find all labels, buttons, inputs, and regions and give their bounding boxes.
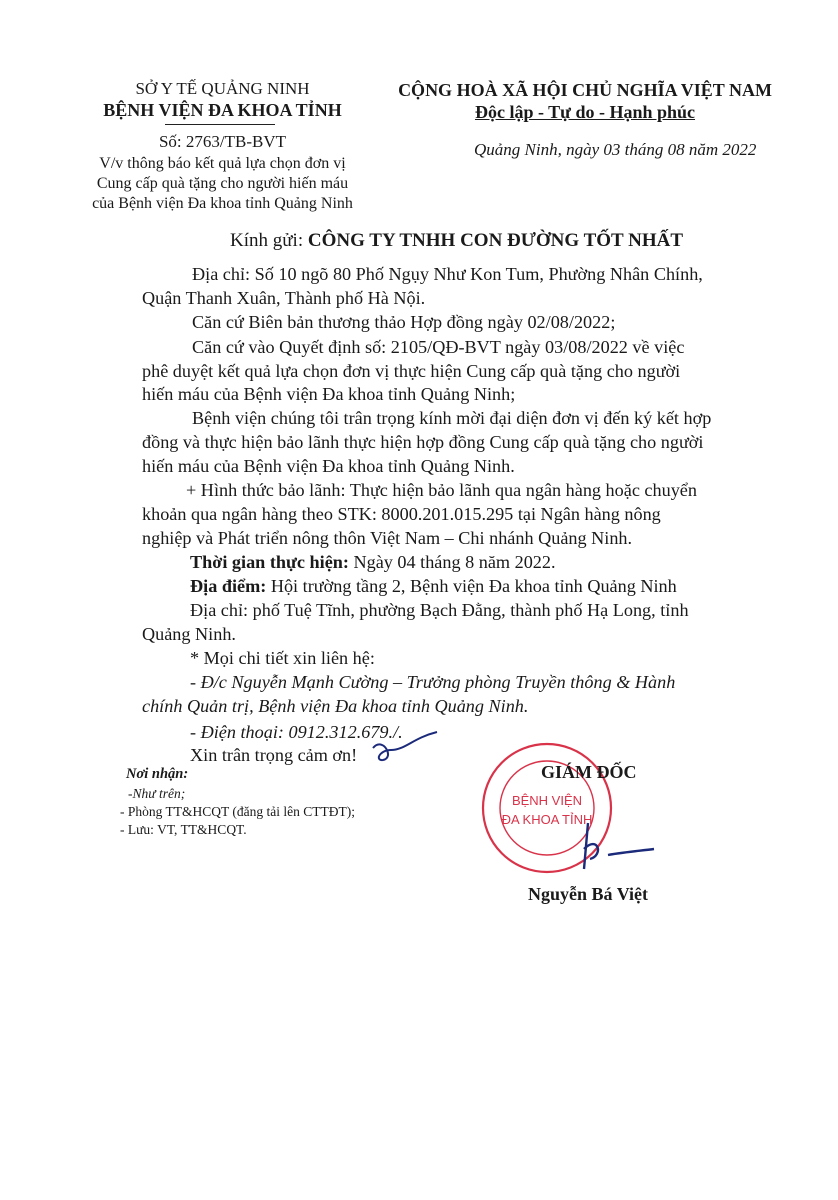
venue-address-2: Quảng Ninh. [142, 624, 236, 644]
invite-line-2: đồng và thực hiện bảo lãnh thực hiện hợp đồng Cung cấp quà tặng cho người [142, 432, 704, 452]
subject-line-2: Cung cấp quà tặng cho người hiến máu [96, 175, 349, 192]
recipient-label: Kính gửi: [230, 230, 308, 251]
invite-line-1: Bệnh viện chúng tôi trân trọng kính mời đại diện đơn vị đến ký kết hợp [192, 408, 712, 428]
basis-line-2a: Căn cứ vào Quyết định số: 2105/QĐ-BVT ngày 03/08/2022 về việc [192, 337, 685, 357]
time-line [190, 552, 556, 573]
venue-line [190, 576, 677, 597]
seal-text-2: ĐA KHOA TỈNH [501, 812, 593, 827]
recipients-item: -Như trên; [128, 786, 186, 801]
subject-line-3: của Bệnh viện Đa khoa tỉnh Quảng Ninh [92, 195, 353, 212]
time-label: Thời gian thực hiện: [190, 552, 349, 572]
venue-value: Hội trường tầng 2, Bệnh viện Đa khoa tỉnh Quảng Ninh [266, 576, 677, 596]
phone-line: - Điện thoại: 0912.312.679./. [190, 722, 403, 742]
thanks-line: Xin trân trọng cảm ơn! [190, 745, 358, 765]
address-line-2: Quận Thanh Xuân, Thành phố Hà Nội. [142, 288, 426, 308]
contact-line-1: * Mọi chi tiết xin liên hệ: [190, 648, 375, 668]
guarantee-line-1: + Hình thức bảo lãnh: Thực hiện bảo lãnh qua ngân hàng hoặc chuyển [186, 480, 697, 500]
signer-name: Nguyễn Bá Việt [528, 884, 649, 904]
initial-mark [365, 728, 445, 768]
basis-line-1: Căn cứ Biên bản thương thảo Hợp đồng ngày 02/08/2022; [192, 312, 616, 332]
unit-name: BỆNH VIỆN ĐA KHOA TỈNH [103, 100, 342, 120]
agency-name: SỞ Y TẾ QUẢNG NINH [135, 79, 310, 98]
recipient-name: CÔNG TY TNHH CON ĐƯỜNG TỐT NHẤT [307, 230, 683, 251]
recipients-item: - Phòng TT&HCQT (đăng tải lên CTTĐT); [120, 804, 355, 819]
nation-title: CỘNG HOÀ XÃ HỘI CHỦ NGHĨA VIỆT NAM [398, 80, 772, 100]
recipients-item: - Lưu: VT, TT&HCQT. [120, 822, 247, 837]
contact-line-3: chính Quản trị, Bệnh viện Đa khoa tỉnh Quảng Ninh. [142, 696, 529, 716]
signature-title: GIÁM ĐỐC [541, 762, 637, 782]
subject-line-1: V/v thông báo kết quả lựa chọn đơn vị [99, 155, 346, 172]
basis-line-2b: phê duyệt kết quả lựa chọn đơn vị thực hiện Cung cấp quà tặng cho người [142, 361, 681, 381]
address-line-1: Địa chỉ: Số 10 ngõ 80 Phố Ngụy Như Kon Tum, Phường Nhân Chính, [192, 264, 703, 284]
time-value: Ngày 04 tháng 8 năm 2022. [348, 552, 556, 572]
seal-text-1: BỆNH VIỆN [511, 793, 583, 808]
recipient-line [230, 230, 683, 252]
recipients-title: Nơi nhận: [126, 766, 189, 782]
venue-label: Địa điểm: [190, 576, 267, 596]
basis-line-2c: hiến máu của Bệnh viện Đa khoa tỉnh Quảng Ninh; [142, 384, 516, 404]
contact-line-2: - Đ/c Nguyễn Mạnh Cường – Trưởng phòng Truyền thông & Hành [190, 672, 676, 692]
handwritten-signature [578, 815, 658, 875]
guarantee-line-3: nghiệp và Phát triển nông thôn Việt Nam – Chi nhánh Quảng Ninh. [142, 528, 633, 548]
invite-line-3: hiến máu của Bệnh viện Đa khoa tỉnh Quảng Ninh. [142, 456, 515, 476]
venue-address-1: Địa chỉ: phố Tuệ Tĩnh, phường Bạch Đằng, thành phố Hạ Long, tỉnh [190, 600, 689, 620]
guarantee-line-2: khoản qua ngân hàng theo STK: 8000.201.015.295 tại Ngân hàng nông [142, 504, 661, 524]
motto: Độc lập - Tự do - Hạnh phúc [474, 102, 696, 122]
place-date: Quảng Ninh, ngày 03 tháng 08 năm 2022 [474, 140, 757, 159]
document-number: Số: 2763/TB-BVT [158, 132, 287, 151]
unit-underline [165, 124, 275, 125]
